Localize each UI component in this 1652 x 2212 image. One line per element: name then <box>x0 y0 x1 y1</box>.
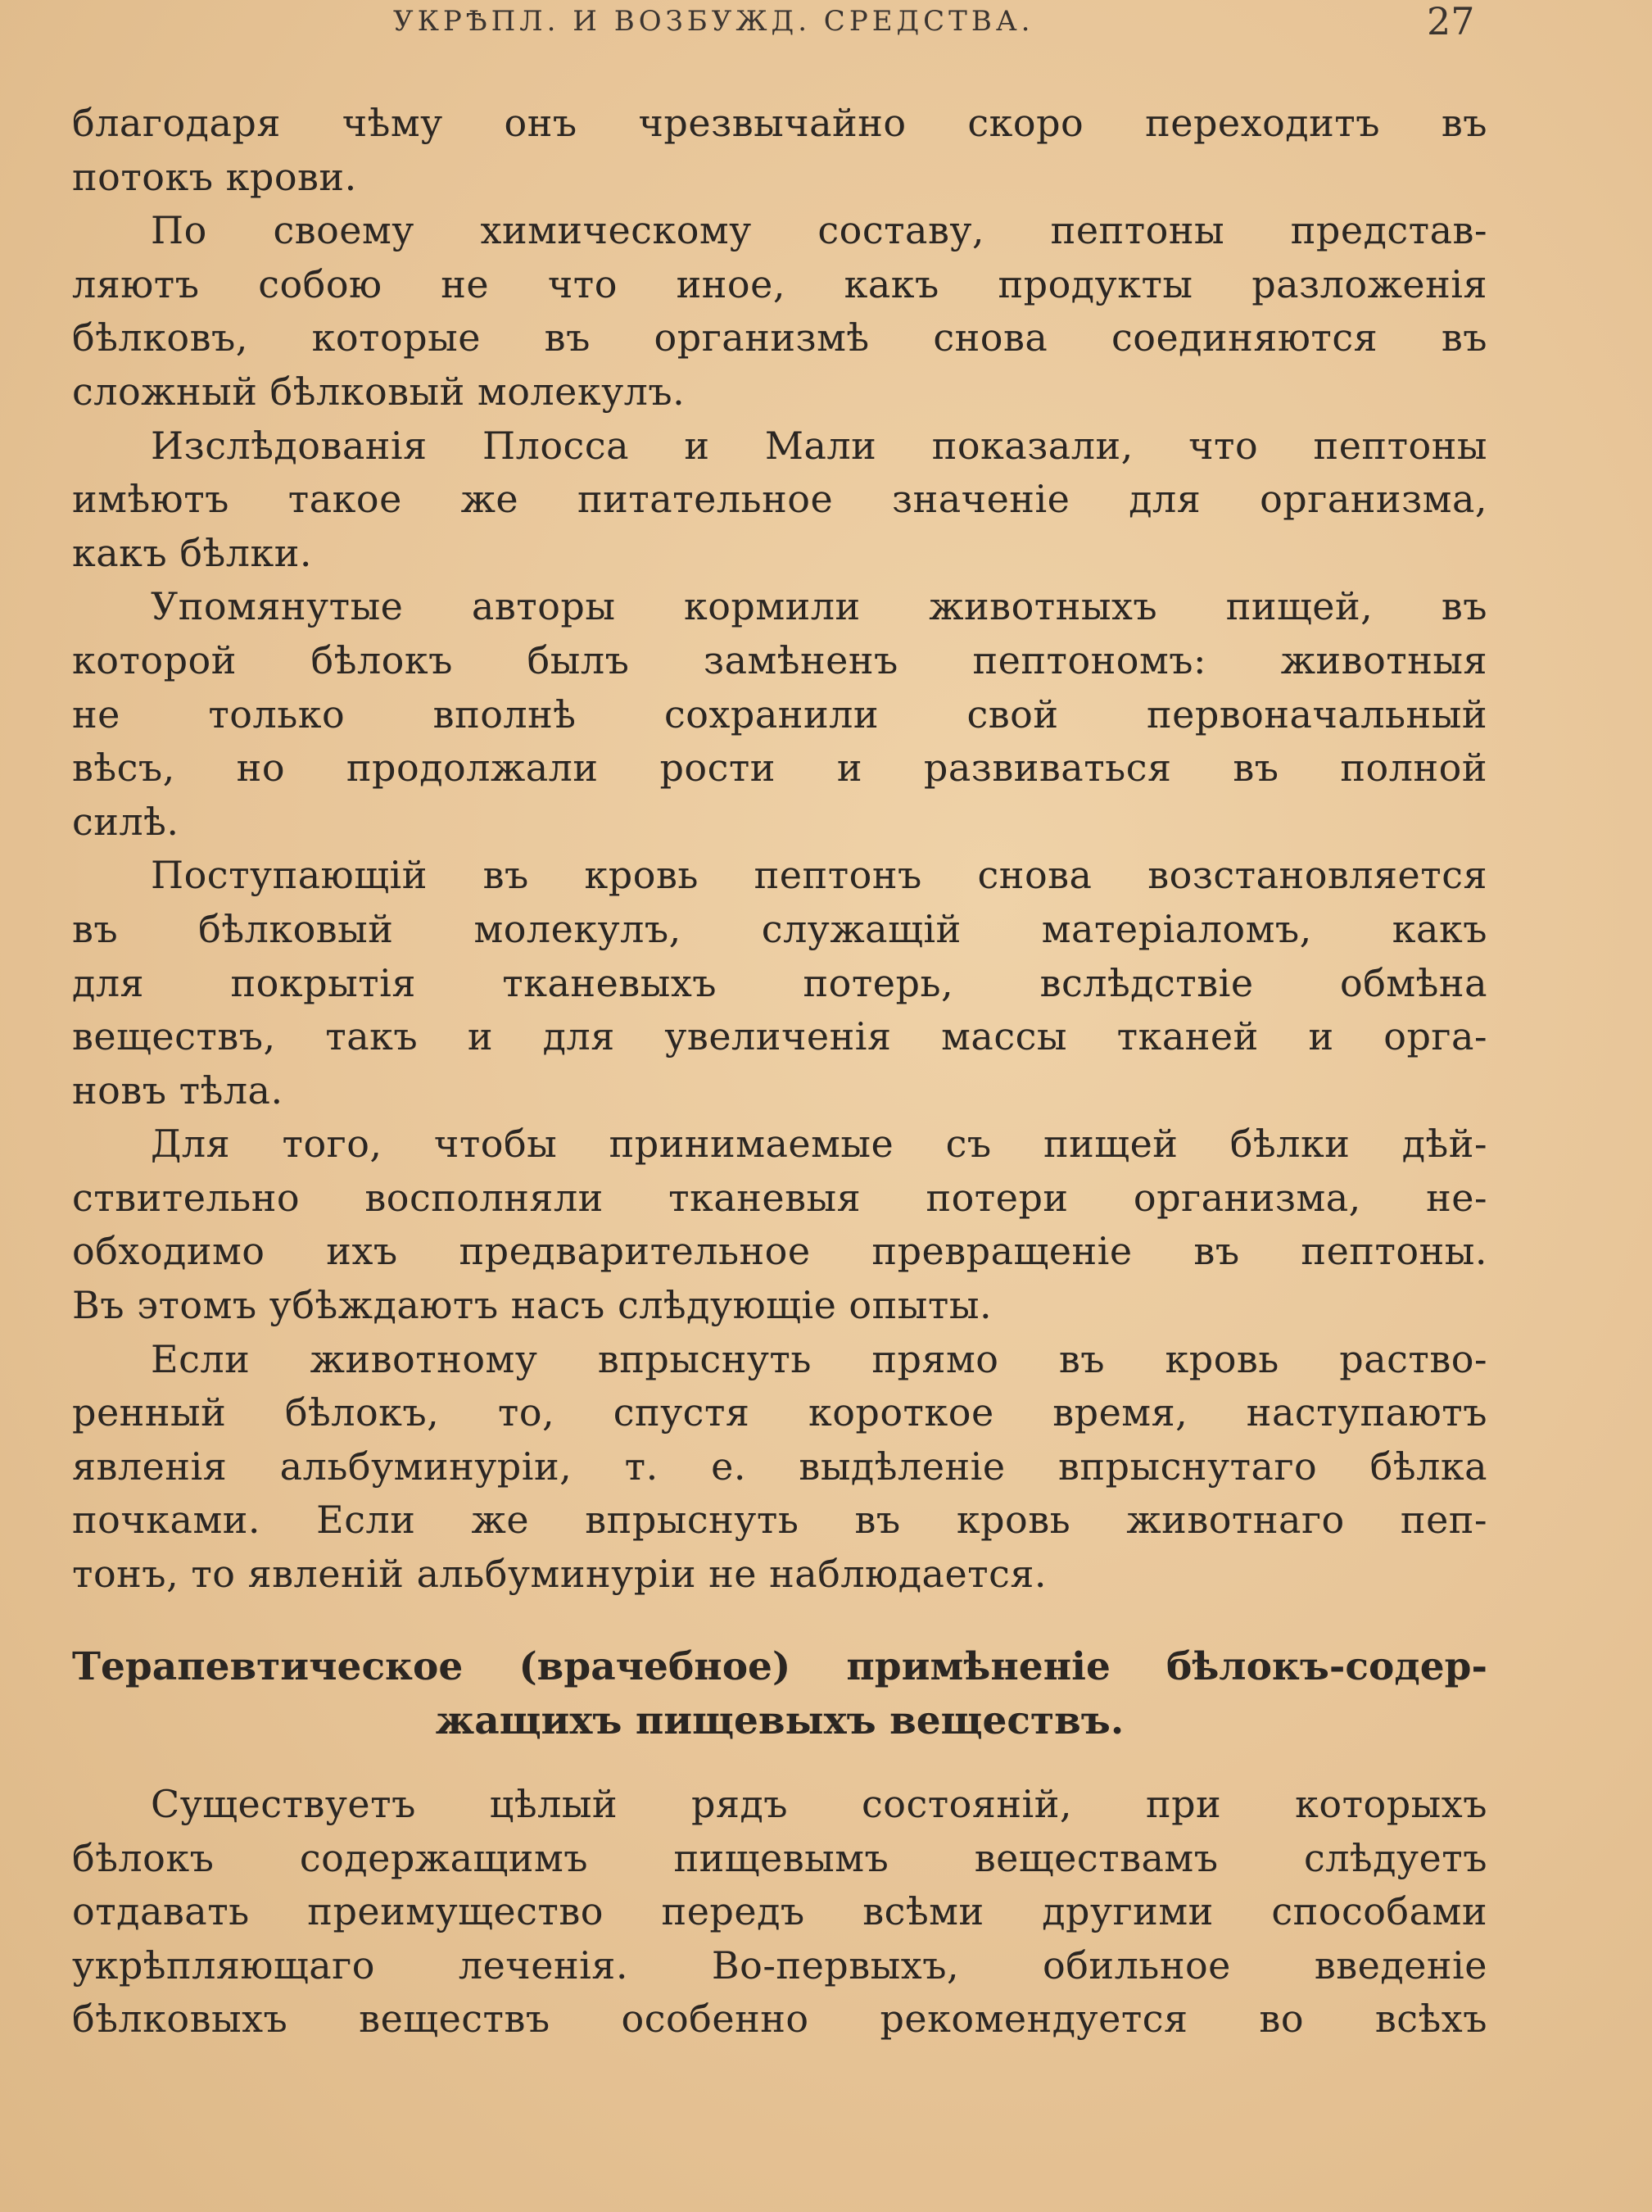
section-heading-line: Терапевтическое (врачебное) примѣненіе бѣлокъ-содер- <box>72 1644 1487 1689</box>
paragraph <box>72 849 1487 1117</box>
text-line: бѣлокъ содержащимъ пищевымъ веществамъ слѣдуетъ <box>72 1835 1487 1880</box>
text-line: По своему химическому составу, пептоны представ- <box>151 208 1487 253</box>
text-line: Существуетъ цѣлый рядъ состояній, при которыхъ <box>151 1782 1487 1826</box>
section-heading <box>72 1640 1487 1748</box>
text-line: потокъ крови. <box>72 154 357 199</box>
text-line: явленія альбуминуріи, т. е. выдѣленіе впрыснутаго бѣлка <box>72 1444 1487 1489</box>
text-line: не только вполнѣ сохранили свой первоначальный <box>72 691 1487 737</box>
text-line: имѣютъ такое же питательное значеніе для организма, <box>72 477 1487 522</box>
main-text <box>72 97 1487 1602</box>
text-line: Изслѣдованія Плосса и Мали показали, что пептоны <box>151 423 1487 468</box>
text-line: ляютъ собою не что иное, какъ продукты разложенія <box>72 261 1487 306</box>
text-line: веществъ, такъ и для увеличенія массы тканей и орга- <box>72 1014 1487 1059</box>
text-line: ствительно восполняли тканевыя потери организма, не- <box>72 1175 1487 1220</box>
running-head: УКРѢПЛ. И ВОЗБУЖД. СРЕДСТВА. <box>393 5 1034 38</box>
text-line: какъ бѣлки. <box>72 530 312 575</box>
text-line: тонъ, то явленій альбуминуріи не наблюдается. <box>72 1552 1048 1597</box>
text-line: въ бѣлковый молекулъ, служащій матеріаломъ, какъ <box>72 906 1487 951</box>
text-line: Если животному впрыснуть прямо въ кровь раство- <box>151 1336 1487 1381</box>
paragraph <box>72 1333 1487 1602</box>
text-line: вѣсъ, но продолжали рости и развиваться въ полной <box>72 746 1487 791</box>
text-line: обходимо ихъ предварительное превращеніе въ пептоны. <box>72 1229 1487 1274</box>
text-line: новъ тѣла. <box>72 1067 283 1113</box>
text-line: бѣлковъ, которые въ организмѣ снова соединяются въ <box>72 315 1487 360</box>
text-line: Въ этомъ убѣждаютъ насъ слѣдующіе опыты. <box>72 1283 993 1328</box>
text-line: бѣлковыхъ веществъ особенно рекомендуется во всѣхъ <box>72 1997 1487 2042</box>
paragraph <box>72 1778 1487 2047</box>
text-line: благодаря чѣму онъ чрезвычайно скоро переходитъ въ <box>72 101 1487 145</box>
text-line: Для того, чтобы принимаемые съ пищей бѣлки дѣй- <box>151 1122 1487 1167</box>
text-line: силѣ. <box>72 799 179 844</box>
section-text <box>72 1778 1487 2047</box>
text-line: которой бѣлокъ былъ замѣненъ пептономъ: животныя <box>72 637 1487 682</box>
text-line: Поступающій въ кровь пептонъ снова возстановляется <box>151 853 1487 898</box>
paragraph <box>72 580 1487 849</box>
paragraph <box>72 1117 1487 1332</box>
paragraph <box>72 204 1487 419</box>
text-line: сложный бѣлковый молекулъ. <box>72 369 686 414</box>
text-line: почками. Если же впрыснуть въ кровь животнаго пеп- <box>72 1498 1487 1543</box>
text-line: Упомянутые авторы кормили животныхъ пищей, въ <box>151 584 1487 629</box>
text-line: для покрытія тканевыхъ потерь, вслѣдствіе обмѣна <box>72 960 1487 1005</box>
text-line: ренный бѣлокъ, то, спустя короткое время, наступаютъ <box>72 1390 1487 1435</box>
page-number: 27 <box>1427 0 1475 43</box>
section-heading-line: жащихъ пищевыхъ веществъ. <box>435 1698 1125 1743</box>
text-line: отдавать преимущество передъ всѣми другими способами <box>72 1889 1487 1934</box>
text-line: укрѣпляющаго леченія. Во-первыхъ, обильное введеніе <box>72 1942 1487 1988</box>
paragraph <box>72 97 1487 204</box>
paragraph <box>72 419 1487 581</box>
